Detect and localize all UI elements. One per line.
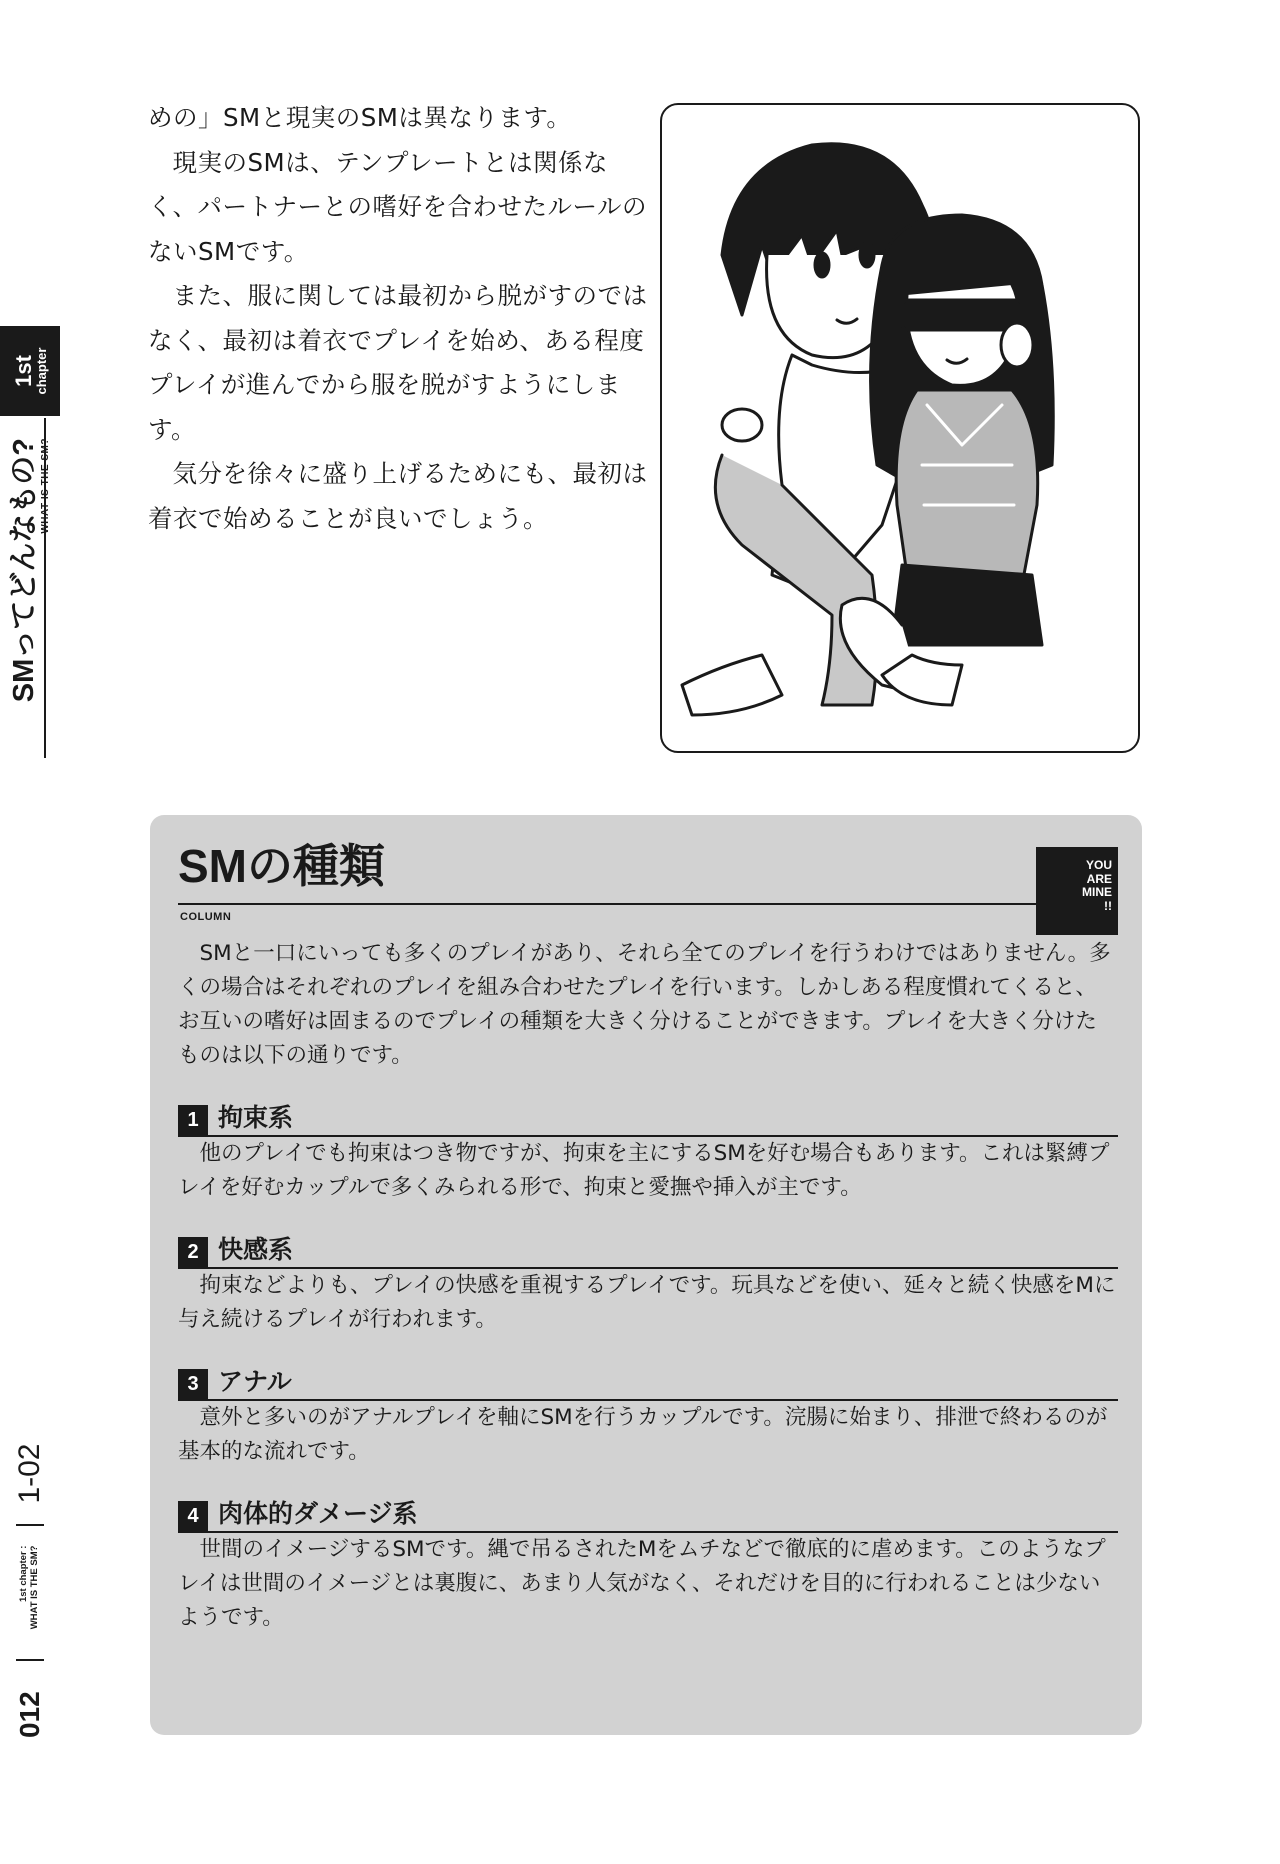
section-title: 拘束系 — [218, 1104, 294, 1132]
column-label: COLUMN — [180, 911, 232, 923]
footer-chapter-line2: WHAT IS THE SM? — [29, 1545, 40, 1630]
vertical-chapter-title — [0, 418, 60, 758]
footer-chapter-label — [19, 1546, 41, 1630]
footer-divider — [16, 1659, 44, 1661]
chapter-title-en: WHAT IS THE SM? — [40, 438, 52, 534]
section-number-badge: 1 — [178, 1105, 208, 1135]
section-title: アナル — [218, 1368, 292, 1396]
chapter-tab-word: chapter — [33, 347, 49, 395]
column-section — [178, 1495, 1118, 1635]
column-box — [150, 815, 1142, 1735]
column-intro: SMと一口にいっても多くのプレイがあり、それら全てのプレイを行うわけではありません。多くの場合はそれぞれのプレイを組み合わせたプレイを行います。しかしある程度慣れてくると、お互いの嗜好は固まるのでプレイの種類を大きく分けることができます。プレイを大きく分けたものは以下の通りです。 — [178, 941, 1111, 1068]
section-number: 1-02 — [13, 1443, 46, 1504]
footer-divider-2 — [16, 1524, 44, 1526]
section-title: 肉体的ダメージ系 — [218, 1500, 418, 1528]
section-heading — [178, 1495, 1118, 1531]
chapter-tab — [0, 326, 60, 416]
couple-illustration — [662, 105, 1138, 751]
column-badge — [1036, 847, 1118, 935]
intro-text — [148, 96, 653, 541]
section-number-badge: 4 — [178, 1501, 208, 1531]
page-number: 012 — [14, 1691, 45, 1738]
section-heading — [178, 1099, 1118, 1135]
badge-line: !! — [1104, 898, 1112, 913]
intro-paragraph: 気分を徐々に盛り上げるためにも、最初は着衣で始めることが良いでしょう。 — [148, 459, 648, 533]
column-section — [178, 1099, 1118, 1205]
column-body — [178, 937, 1118, 1635]
footer-chapter-line1: 1st chapter : — [18, 1545, 30, 1603]
intro-paragraph: また、服に関しては最初から脱がすのではなく、最初は着衣でプレイを始め、ある程度プレイが進んでから服を脱がすようにします。 — [148, 281, 648, 444]
section-heading — [178, 1363, 1118, 1399]
badge-line: ARE — [1086, 871, 1112, 886]
page-footer — [0, 1318, 60, 1738]
section-text: 拘束などよりも、プレイの快感を重視するプレイです。玩具などを使い、延々と続く快感をMに与え続けるプレイが行われます。 — [178, 1273, 1116, 1332]
section-number-badge: 2 — [178, 1237, 208, 1267]
column-title: SMの種類 — [178, 840, 385, 892]
column-section — [178, 1231, 1118, 1337]
section-number-badge: 3 — [178, 1369, 208, 1399]
intro-paragraph: 現実のSMは、テンプレートとは関係なく、パートナーとの嗜好を合わせたルールのないSMです。 — [148, 147, 648, 266]
chapter-tab-number: 1st — [10, 355, 36, 387]
intro-paragraph: めの」SMと現実のSMは異なります。 — [148, 103, 572, 132]
chapter-title-jp: SMってどんなもの? — [7, 438, 40, 703]
badge-line: MINE — [1082, 885, 1112, 899]
badge-line: YOU — [1085, 858, 1112, 872]
section-text: 意外と多いのがアナルプレイを軸にSMを行うカップルです。浣腸に始まり、排泄で終わるのが基本的な流れです。 — [178, 1405, 1108, 1464]
section-title: 快感系 — [218, 1236, 294, 1264]
illustration-frame — [660, 103, 1140, 753]
section-text: 世間のイメージするSMです。縄で吊るされたMをムチなどで徹底的に虐めます。このようなプレイは世間のイメージとは裏腹に、あまり人気がなく、それだけを目的に行われることは少ないようです。 — [178, 1537, 1106, 1630]
section-heading — [178, 1231, 1118, 1267]
section-text: 他のプレイでも拘束はつき物ですが、拘束を主にするSMを好む場合もあります。これは緊縛プレイを好むカップルで多くみられる形で、拘束と愛撫や挿入が主です。 — [178, 1141, 1110, 1200]
column-title-rule — [178, 903, 1040, 905]
column-section — [178, 1363, 1118, 1469]
